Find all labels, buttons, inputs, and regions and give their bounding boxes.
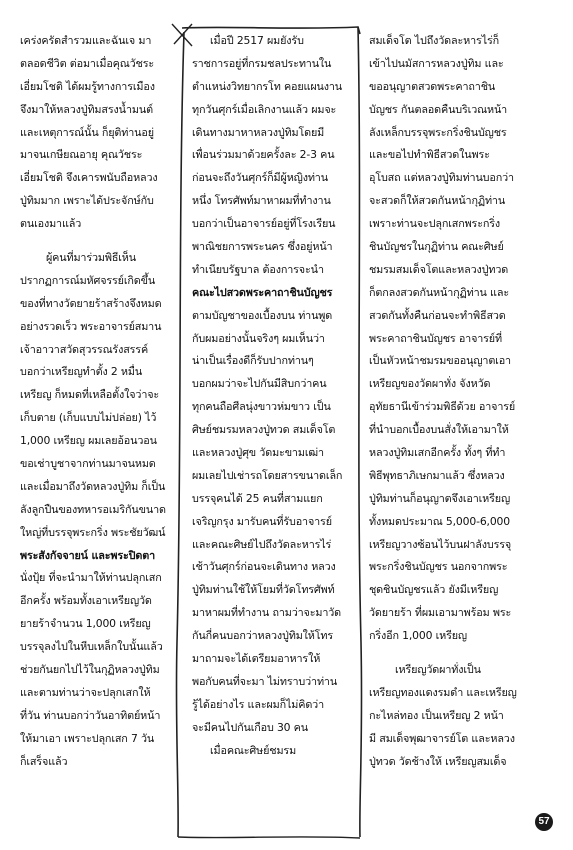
text-line: นั่งปุ้ย ที่จะนำมาให้ท่านปลุกเสก [20, 571, 162, 585]
text-line: บอกว่าเหรียญทำตั้ง 2 หมื่น [20, 365, 143, 379]
text-line: ที่วัน ท่านบอกว่าวันอาทิตย์หน้า [20, 708, 161, 722]
text-line: ลังเหล็กบรรจุพระกริ่งชินบัญชร [369, 125, 507, 139]
text-line: ใหญ่ที่บรรจุพระกริ่ง พระชัยวัฒน์ [20, 525, 166, 539]
text-line: ทุกวันศุกร์เมื่อเลิกงานแล้ว ผมจะ [192, 102, 337, 116]
text-line: ยายร้าจำนวน 1,000 เหรียญ [20, 617, 151, 631]
text-line: พระสังกัจจายน์ และพระปิดตา [20, 548, 156, 562]
paragraph-start-line: เมื่อปี 2517 ผมยังรับ [210, 34, 304, 47]
text-line: ปู่ทิมท่านใช้ให้โยมที่วัดโทรศัพท์ [192, 583, 335, 597]
text-line: 1,000 เหรียญ ผมเลยอ้อนวอน [20, 434, 157, 448]
text-line: เป็นหัวหน้าชมรมขออนุญาตเอา [369, 354, 511, 368]
text-line: มาหาผมที่ทำงาน ถามว่าจะมาวัด [192, 606, 342, 620]
text-line: ชินบัญชรในกุฏิท่าน คณะศิษย์ [369, 240, 504, 254]
text-line: ปู่ทิมท่านก็อนุญาตจึงเอาเหรียญ [369, 491, 510, 505]
text-line: ชุดชินบัญชรแล้ว ยังมีเหรียญ [369, 583, 499, 597]
text-line: อุทัยธานีเข้าร่วมพิธีด้วย อาจารย์ [369, 400, 516, 414]
text-line: และคณะศิษย์ไปถึงวัดละหารไร่ [192, 537, 332, 551]
text-line: ลังลูกปืนของทหารอเมริกันขนาด [20, 502, 166, 516]
text-line: ก็เสร็จแล้ว [20, 754, 68, 768]
text-line: เพื่อนร่วมมาด้วยครั้งละ 2-3 คน [192, 148, 335, 162]
text-line: ราชการอยู่ที่กรมชลประทานใน [192, 56, 332, 70]
text-line: เคร่งครัดสำรวมและฉันเจ มา [20, 34, 152, 47]
text-line: เช้าวันศุกร์ก่อนจะเดินทาง หลวง [192, 560, 336, 574]
text-line: เหรียญของวัดผาทั่ง จังหวัด [369, 377, 491, 391]
text-line: วัดยายร้า ที่ผมเอามาพร้อม พระ [369, 606, 512, 620]
text-line: กับผมอย่างนั้นจริงๆ ผมเห็นว่า [192, 331, 325, 345]
middle-column [192, 30, 362, 763]
paragraph-start-line: เมื่อคณะศิษย์ชมรม [210, 743, 297, 757]
text-line: อย่างรวดเร็ว พระอาจารย์สมาน [20, 319, 162, 333]
text-line: อีกครั้ง พร้อมทั้งเอาเหรียญวัด [20, 594, 152, 608]
text-line: ทำเนียบรัฐบาล ต้องการจะนำ [192, 262, 324, 276]
text-line: ทุกคนถือศีลนุ่งขาวห่มขาว เป็น [192, 400, 331, 414]
text-line: ศิษย์ชมรมหลวงปู่ทวด สมเด็จโต [192, 423, 336, 437]
text-line: จะสวดก็ให้สวดกันหน้ากุฏิท่าน [369, 194, 506, 208]
text-line: ปู่ทิมมาก เพราะได้ประจักษ์กับ [20, 194, 154, 208]
text-line: รู้ได้อย่างไร และผมก็ไม่คิดว่า [192, 697, 325, 711]
text-line: พระกริ่งชินบัญชร นอกจากพระ [369, 560, 508, 574]
text-line: ตนเองมาแล้ว [20, 217, 82, 231]
text-line: คณะไปสวดพระคาถาชินบัญชร [192, 285, 333, 299]
text-line: พาณิชยการพระนคร ซึ่งอยู่หน้า [192, 240, 333, 254]
text-line: พอกับคนที่จะมา ไม่ทราบว่าท่าน [192, 674, 338, 688]
text-line: บัญชร กันตลอดคืนบริเวณหน้า [369, 102, 508, 116]
text-line: เหรียญ ก็หมดที่เหลือตั้งใจว่าจะ [20, 388, 160, 402]
text-line: มาจนเกษียณอายุ คุณวัชระ [20, 148, 143, 162]
text-line: และเหตุการณ์นั้น ก็ยุติท่านอยู่ [20, 125, 154, 139]
text-line: กันกี่คนบอกว่าหลวงปู่ทิมให้โทร [192, 629, 334, 643]
text-line: มี สมเด็จพุฒาจารย์โต และหลวง [369, 731, 515, 745]
text-line: ขออนุญาตสวดพระคาถาชิน [369, 79, 496, 93]
text-line: ตำแหน่งวิทยากรโท คอยแผนงาน [192, 79, 343, 93]
text-line: ทั้งหมดประมาณ 5,000-6,000 [369, 514, 510, 528]
left-column [20, 30, 180, 774]
text-line: ตามบัญชาของเบื้องบน ท่านพูด [192, 308, 333, 322]
text-line: และเมื่อมาถึงวัดหลวงปู่ทิม ก็เป็น [20, 479, 166, 493]
text-line: ขอเช่าบูชาจากท่านมาจนหมด [20, 457, 156, 471]
text-line: ที่นำบอกเบื้องบนสั่งให้เอามาให้ [369, 423, 509, 437]
text-line: น่าเป็นเรื่องดีก็รับปากท่านๆ [192, 354, 314, 368]
page-number-badge: 57 [535, 813, 553, 831]
text-line: จะมีคนไปกันเกือบ 30 คน [192, 720, 308, 734]
text-line: เหรียญทองแดงรมดำ และเหรียญ [369, 685, 517, 699]
text-line: เดินทางมาหาหลวงปู่ทิมโดยมี [192, 125, 325, 139]
text-line: บอกผมว่าจะไปกันมีสิบกว่าคน [192, 377, 327, 391]
text-line: และตามท่านว่าจะปลุกเสกให้ [20, 685, 151, 699]
text-line: ของที่ทางวัดยายร้าสร้างจึงหมด [20, 296, 162, 310]
text-line: บรรจุคนได้ 25 คนที่สามแยก [192, 491, 323, 505]
text-line: จึงมาให้หลวงปู่ทิมสรงน้ำมนต์ [20, 102, 153, 116]
text-line: เจริญกรุง มารับคนที่รับอาจารย์ [192, 514, 332, 528]
text-line: อุโบสถ แต่หลวงปู่ทิมท่านบอกว่า [369, 171, 514, 185]
text-line: กริ่งอีก 1,000 เหรียญ [369, 629, 467, 643]
text-line: เจ้าอาวาสวัดสุวรรณรังสรรค์ [20, 342, 149, 356]
text-line: บรรจุลงไปในหีบเหล็กใบนั้นแล้ว [20, 640, 163, 654]
paragraph-start-line: เหรียญวัดผาทั่งเป็น [395, 663, 481, 677]
text-line: ตลอดชีวิต ต่อมาเมื่อคุณวัชระ [20, 56, 155, 70]
text-line: ปรากฏการณ์มหัศจรรย์เกิดขึ้น [20, 273, 156, 287]
text-line: ผมเลยไปเช่ารถโดยสารขนาดเล็ก [192, 468, 343, 482]
text-line: ก่อนจะถึงวันศุกร์ก็มีผู้หญิงท่าน [192, 171, 328, 185]
text-line: สวดกันทั้งคืนก่อนจะทำพิธีสวด [369, 308, 506, 322]
text-line: ก็ตกลงสวดกันหน้ากุฏิท่าน และ [369, 285, 509, 299]
text-line: มาถามจะได้เตรียมอาหารให้ [192, 652, 321, 666]
text-line: สมเด็จโต ไปถึงวัดละหารไร่ก็ [369, 34, 500, 47]
text-line: หลวงปู่ทิมเสกอีกครั้ง ทั้งๆ ที่ทำ [369, 446, 506, 460]
text-line: เก็บตาย (เก็บแบบไม่ปล่อย) ไว้ [20, 411, 157, 425]
paragraph-start-line: ผู้คนที่มาร่วมพิธีเห็น [46, 251, 137, 265]
text-line: เอี่ยมโชติ ได้ผมรู้ทางการเมือง [20, 79, 155, 93]
text-line: บอกว่าเป็นอาจารย์อยู่ที่โรงเรียน [192, 217, 336, 231]
text-line: ปู่ทวด วัดช้างให้ เหรียญสมเด็จ [369, 754, 507, 768]
right-column [369, 30, 539, 774]
text-line: เข้าไปนมัสการหลวงปู่ทิม และ [369, 56, 504, 70]
text-line: กะไหล่ทอง เป็นเหรียญ 2 หน้า [369, 708, 504, 722]
text-line: ให้มาเอา เพราะปลุกเสก 7 วัน [20, 731, 155, 745]
text-line: และหลวงปู่ศุข วัดมะขามเฒ่า [192, 446, 324, 460]
text-line: เพราะท่านจะปลุกเสกพระกริ่ง [369, 217, 501, 231]
text-line: เอี่ยมโชติ จึงเคารพนับถือหลวง [20, 171, 158, 185]
text-line: ช่วยกันยกไปไว้ในกุฏิหลวงปู่ทิม [20, 663, 160, 677]
text-line: พระคาถาชินบัญชร อาจารย์ที่ [369, 331, 502, 345]
text-line: พิธีพุทธาภิเษกมาแล้ว ซึ่งหลวง [369, 468, 505, 482]
text-line: ชมรมสมเด็จโตและหลวงปู่ทวด [369, 262, 509, 276]
text-line: และขอไปทำพิธีสวดในพระ [369, 148, 490, 162]
text-line: เหรียญวางซ้อนไว้บนฝาลังบรรจุ [369, 537, 512, 551]
text-line: หนึ่ง โทรศัพท์มาหาผมที่ทำงาน [192, 194, 331, 208]
